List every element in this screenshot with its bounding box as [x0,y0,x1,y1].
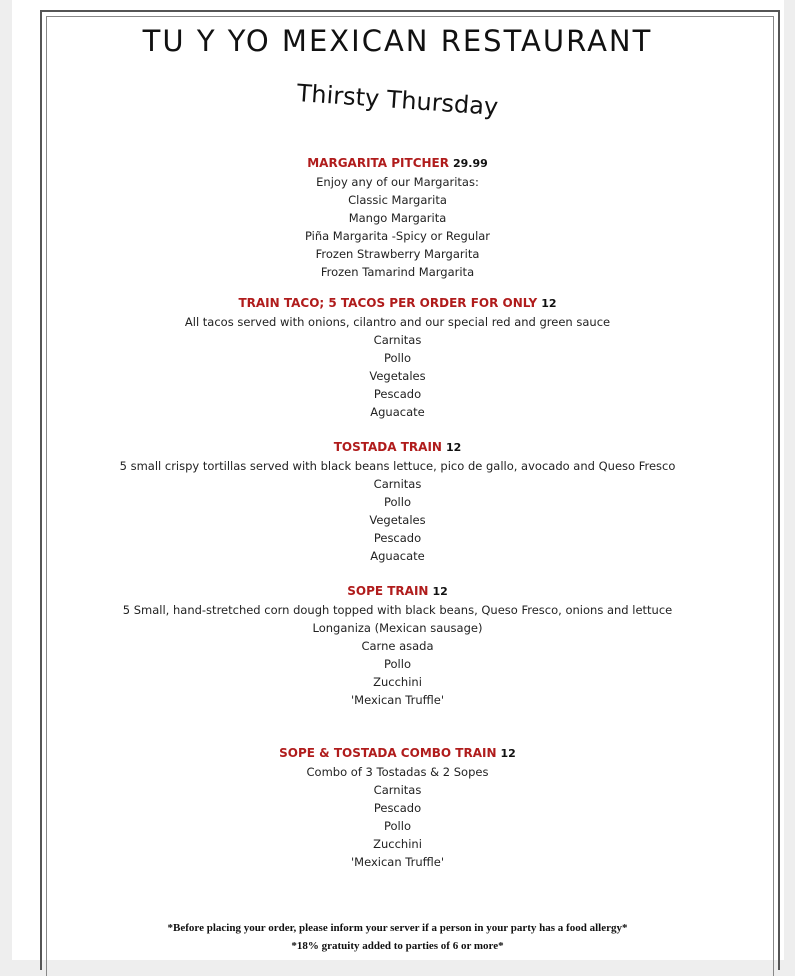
section-sope-train [0,582,795,709]
allergy-note: *Before placing your order, please inform your server if a person in your party has a food allergy* [167,922,628,934]
menu-item: Pescado [373,801,422,815]
menu-item: Zucchini [373,675,422,689]
menu-item: Vegetales [369,513,426,527]
section-name: SOPE & TOSTADA COMBO TRAIN [279,746,497,760]
menu-item: Carne asada [361,639,434,653]
section-price: 12 [500,747,516,760]
menu-item: Carnitas [373,333,422,347]
menu-item: Pollo [384,819,411,833]
section-price: 12 [541,297,557,310]
section-train-taco [0,294,795,421]
menu-item: Aguacate [370,549,425,563]
section-name: SOPE TRAIN [347,584,429,598]
section-heading [0,438,795,457]
section-description: Combo of 3 Tostadas & 2 Sopes [306,765,489,779]
menu-item: Pollo [384,657,411,671]
menu-item: Frozen Strawberry Margarita [315,247,480,261]
section-price: 29.99 [452,157,488,170]
section-name: TOSTADA TRAIN [333,440,442,454]
gratuity-note: *18% gratuity added to parties of 6 or more* [291,940,504,952]
section-heading [0,154,795,173]
restaurant-name: TU Y YO MEXICAN RESTAURANT [142,24,653,58]
section-description: Enjoy any of our Margaritas: [316,175,479,189]
menu-item: Vegetales [369,369,426,383]
section-margarita-pitcher [0,154,795,281]
menu-item: Piña Margarita -Spicy or Regular [304,229,491,243]
menu-item: 'Mexican Truffle' [351,693,444,707]
section-tostada-train [0,438,795,565]
section-description: 5 Small, hand-stretched corn dough topped with black beans, Queso Fresco, onions and lettuce [122,603,673,617]
menu-item: Mango Margarita [348,211,447,225]
section-description: All tacos served with onions, cilantro and our special red and green sauce [184,315,611,329]
section-heading [0,294,795,313]
menu-item: Longaniza (Mexican sausage) [312,621,483,635]
menu-item: Pollo [384,351,411,365]
menu-item: Pescado [373,387,422,401]
menu-item: Pollo [384,495,411,509]
section-combo-train [0,744,795,871]
menu-item: Carnitas [373,783,422,797]
menu-item: Frozen Tamarind Margarita [320,265,475,279]
menu-item: Zucchini [373,837,422,851]
menu-item: Pescado [373,531,422,545]
section-name: MARGARITA PITCHER [307,156,449,170]
section-name: TRAIN TACO; 5 TACOS PER ORDER FOR ONLY [238,296,538,310]
section-heading [0,744,795,763]
menu-title: Thirsty Thursday [295,78,500,122]
footer-notes [0,919,795,955]
section-description: 5 small crispy tortillas served with black beans lettuce, pico de gallo, avocado and Queso Fresco [119,459,676,473]
menu-item: Aguacate [370,405,425,419]
section-price: 12 [432,585,448,598]
section-price: 12 [445,441,462,454]
menu-item: Classic Margarita [348,193,447,207]
menu-item: 'Mexican Truffle' [351,855,444,869]
section-heading [0,582,795,601]
menu-item: Carnitas [373,477,422,491]
